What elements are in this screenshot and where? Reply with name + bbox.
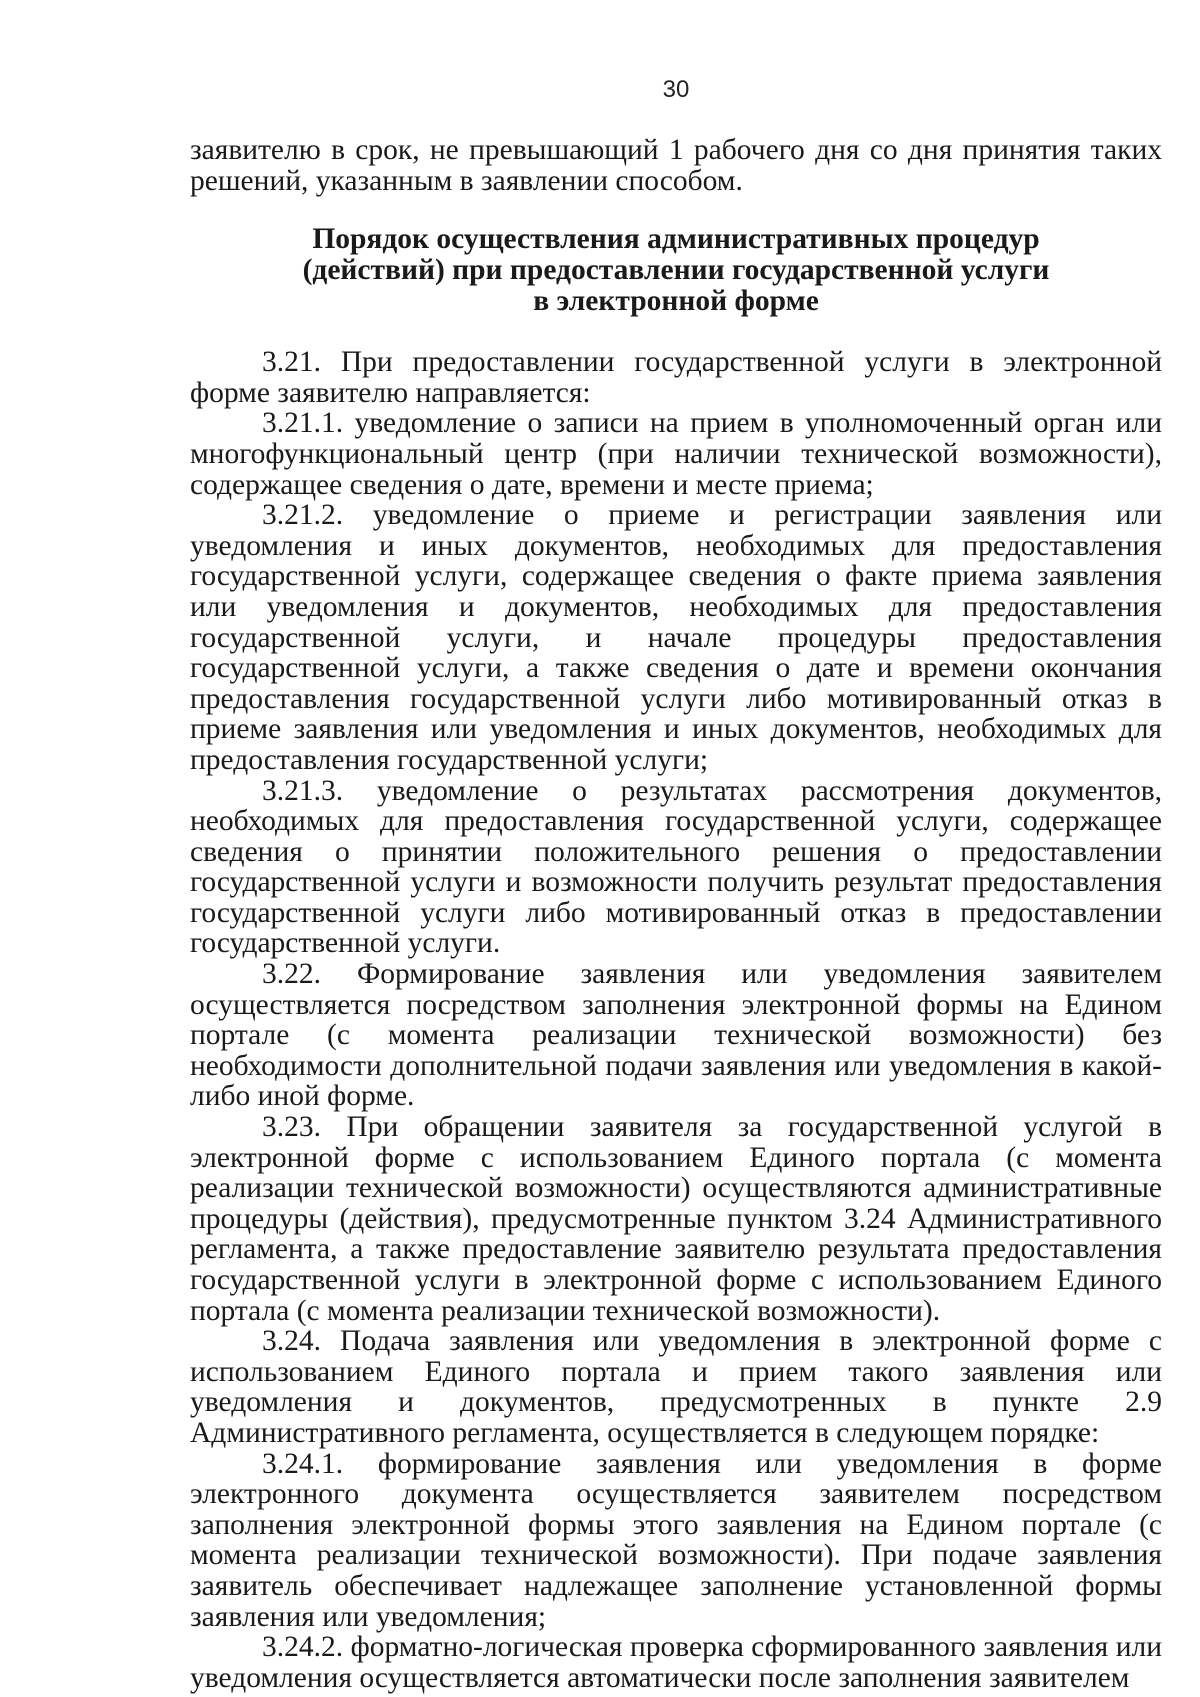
- paragraph-3-23: 3.23. При обращении заявителя за государственной услугой в электронной форме с использованием Единого портала (с момента реализации технической возможности) осуществляются административные процедуры (действия), предусмотренные пунктом 3.24 Административного регламента, а также предоставление заявителю результата предоставления государственной услуги в электронной форме с использованием Единого портала (с момента реализации технической возможности).: [190, 1111, 1162, 1327]
- paragraph-3-21: 3.21. При предоставлении государственной услуги в электронной форме заявителю направляется:: [190, 346, 1162, 409]
- lead-paragraph: заявителю в срок, не превышающий 1 рабочего дня со дня принятия таких решений, указанным в заявлении способом.: [190, 134, 1162, 197]
- heading-line-3: в электронной форме: [533, 285, 819, 318]
- paragraph-3-21-2: 3.21.2. уведомление о приеме и регистрации заявления или уведомления и иных документов, необходимых для предоставления государственной услуги, содержащее сведения о факте приема заявления или уведомления и документов, необходимых для предоставления государственной услуги, и начале процедуры предоставления государственной услуги, а также сведения о дате и времени окончания предоставления государственной услуги либо мотивированный отказ в приеме заявления или уведомления и иных документов, необходимых для предоставления государственной услуги;: [190, 499, 1162, 776]
- document-body: [190, 135, 1162, 1693]
- paragraph-3-24-2: 3.24.2. форматно-логическая проверка сформированного заявления или уведомления осуществляется автоматически после заполнения заявителем: [190, 1631, 1162, 1694]
- paragraph-3-21-3: 3.21.3. уведомление о результатах рассмотрения документов, необходимых для предоставления государственной услуги, содержащее сведения о принятии положительного решения о предоставлении государственной услуги и возможности получить результат предоставления государственной услуги либо мотивированный отказ в предоставлении государственной услуги.: [190, 774, 1162, 960]
- paragraph-3-22: 3.22. Формирование заявления или уведомления заявителем осуществляется посредством заполнения электронной формы на Едином портале (с момента реализации технической возможности) без необходимости дополнительной подачи заявления или уведомления в какой-либо иной форме.: [190, 958, 1162, 1113]
- section-heading: [190, 224, 1162, 317]
- paragraph-3-21-1: 3.21.1. уведомление о записи на прием в уполномоченный орган или многофункциональный центр (при наличии технической возможности), содержащее сведения о дате, времени и месте приема;: [190, 407, 1162, 501]
- heading-line-2: (действий) при предоставлении государственной услуги: [302, 254, 1050, 287]
- page-number: 30: [662, 76, 690, 103]
- heading-line-1: Порядок осуществления административных процедур: [312, 223, 1040, 256]
- paragraph-3-24: 3.24. Подача заявления или уведомления в электронной форме с использованием Единого портала и прием такого заявления или уведомления и документов, предусмотренных в пункте 2.9 Административного регламента, осуществляется в следующем порядке:: [190, 1325, 1162, 1449]
- paragraph-3-24-1: 3.24.1. формирование заявления или уведомления в форме электронного документа осуществляется заявителем посредством заполнения электронной формы этого заявления на Едином портале (с момента реализации технической возможности). При подаче заявления заявитель обеспечивает надлежащее заполнение установленной формы заявления или уведомления;: [190, 1447, 1162, 1633]
